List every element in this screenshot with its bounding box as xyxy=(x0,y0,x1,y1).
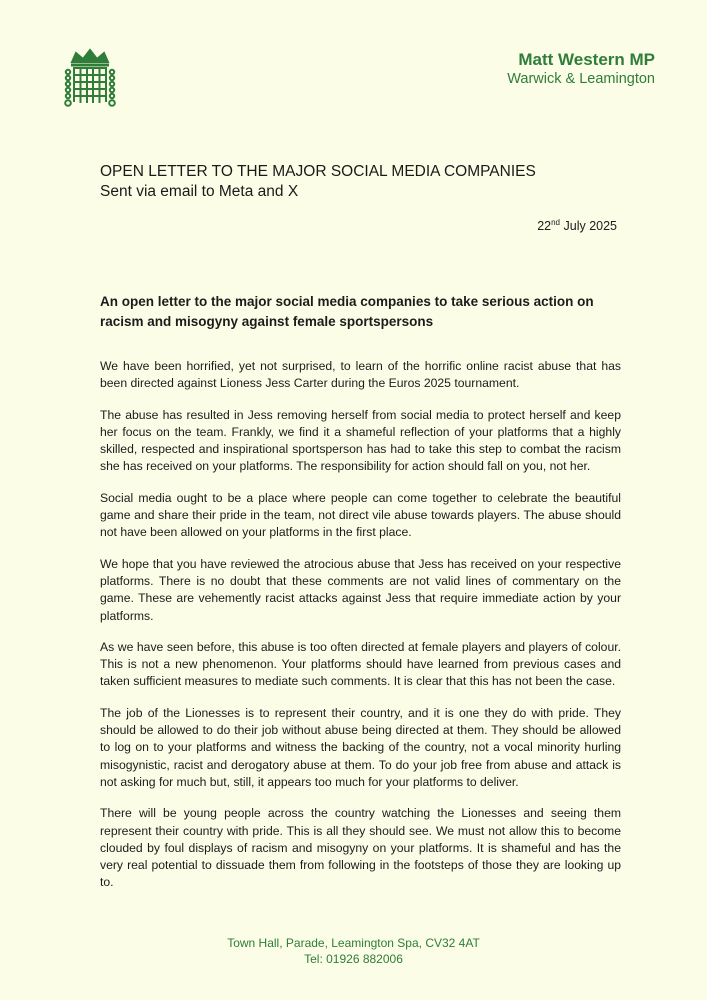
body-paragraph: Social media ought to be a place where people can come together to celebrate the beautiful game and share their pride in the team, not direct vile abuse towards players. The abuse should not have been allowed on your platforms in the first place. xyxy=(100,490,621,540)
letter-date xyxy=(537,218,617,233)
body-paragraph: The job of the Lionesses is to represent their country, and it is one they do with pride. They should be allowed to do their job without abuse being directed at them. They should be allowed to log on to your platforms and witness the backing of the country, not a vocal minority hurling misogynistic, racist and derogatory abuse at them. To do your job free from abuse and attack is not asking for much but, still, it appears too much for your platforms to deliver. xyxy=(100,705,621,789)
body-paragraph: The abuse has resulted in Jess removing herself from social media to protect herself and keep her focus on the team. Frankly, we find it a shameful reflection of your platforms that a highly skilled, respected and inspirational sportsperson has had to take this step to combat the racism she has received on your platforms. The responsibility for action should fall on you, not her. xyxy=(100,407,621,474)
body-paragraph: We have been horrified, yet not surprised, to learn of the horrific online racist abuse that has been directed against Lioness Jess Carter during the Euros 2025 tournament. xyxy=(100,359,621,391)
footer-telephone: Tel: 01926 882006 xyxy=(304,952,403,966)
date-suffix: nd xyxy=(551,218,561,227)
letter-heading xyxy=(100,162,536,202)
letter-body xyxy=(100,358,621,906)
letter-footer xyxy=(0,935,707,967)
body-paragraph: There will be young people across the country watching the Lionesses and seeing them represent their country with pride. This is all they should see. We must not allow this to become clouded by foul displays of racism and misogyny on your platforms. It is shameful and has the very real potential to dissuade them from following in the footsteps of those they are looking up to. xyxy=(100,806,621,890)
body-paragraph: As we have seen before, this abuse is too often directed at female players and players of colour. This is not a new phenomenon. Your platforms should have learned from previous cases and taken sufficient measures to mediate such comments. It is clear that this has not been the case. xyxy=(100,639,621,689)
letter-subject: An open letter to the major social media companies to take serious action on racism and misogyny against female sportspersons xyxy=(100,294,594,329)
heading-title: OPEN LETTER TO THE MAJOR SOCIAL MEDIA COMPANIES xyxy=(100,163,536,180)
heading-sent-via: Sent via email to Meta and X xyxy=(100,183,299,200)
portcullis-icon xyxy=(62,48,118,114)
mp-name: Matt Western MP xyxy=(518,50,655,69)
mp-constituency: Warwick & Leamington xyxy=(507,71,655,87)
date-month-year: July 2025 xyxy=(560,219,617,234)
date-day: 22 xyxy=(537,219,552,234)
body-paragraph: We hope that you have reviewed the atrocious abuse that Jess has received on your respective platforms. There is no doubt that these comments are not valid lines of commentary on the game. These are vehemently racist attacks against Jess that require immediate action by your platforms. xyxy=(100,556,621,623)
mp-header xyxy=(507,50,655,88)
footer-address: Town Hall, Parade, Leamington Spa, CV32 4AT xyxy=(227,936,480,950)
